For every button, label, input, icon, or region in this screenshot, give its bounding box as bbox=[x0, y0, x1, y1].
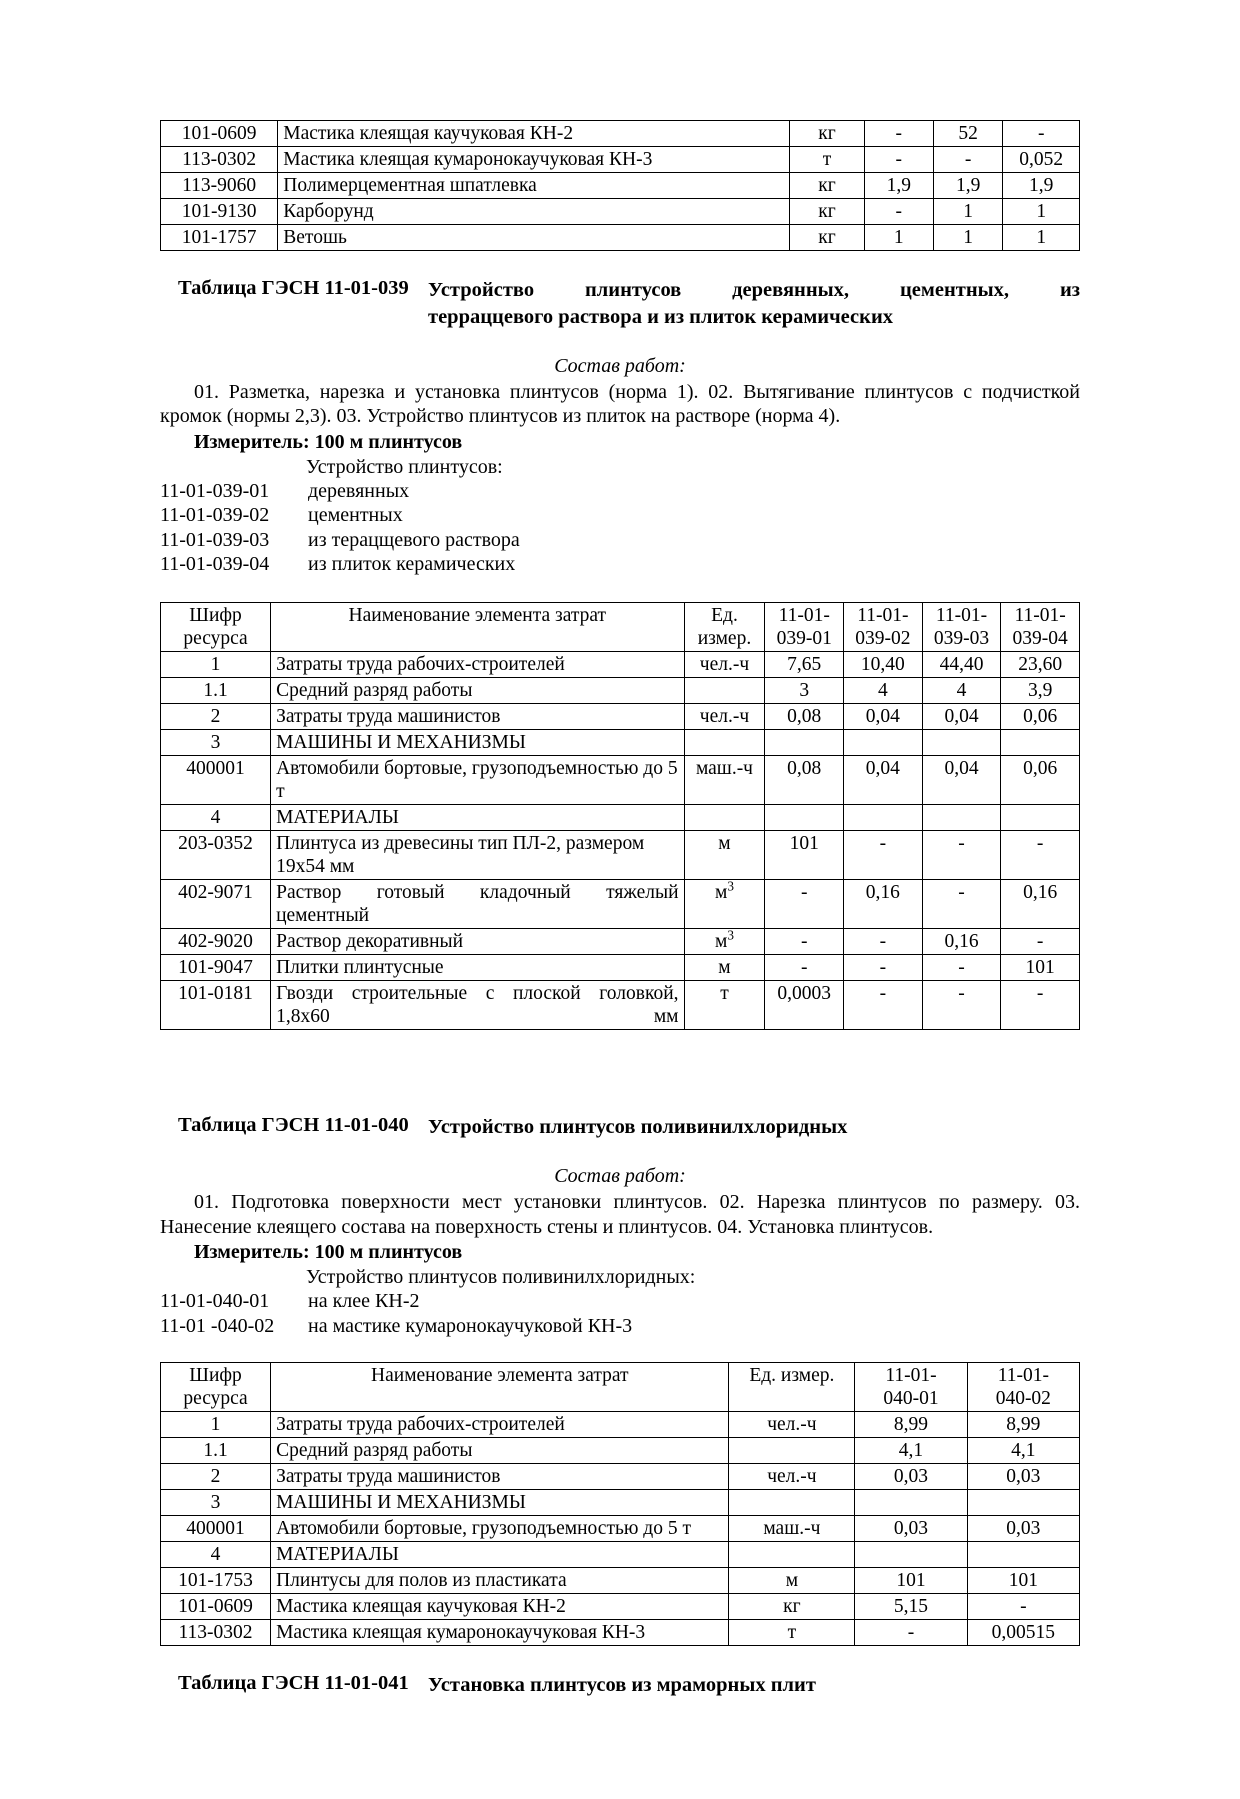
col-header-norm-1: 11-01- 039-01 bbox=[765, 603, 844, 652]
norm-code: 11-01-039-02 bbox=[160, 504, 270, 527]
resource-code: 1 bbox=[161, 1412, 271, 1438]
unit-exponent: 3 bbox=[727, 878, 734, 894]
resource-name: Ветошь bbox=[278, 225, 790, 251]
resource-value-2: 101 bbox=[967, 1568, 1079, 1594]
resource-code: 3 bbox=[161, 1490, 271, 1516]
section-039-title-text bbox=[428, 277, 1080, 331]
section-039-code-line bbox=[160, 503, 1080, 527]
norm-description: на клее КН-2 bbox=[308, 1290, 420, 1313]
resource-value-1 bbox=[855, 1490, 967, 1516]
table-row bbox=[161, 1594, 1080, 1620]
resource-value-1 bbox=[855, 1542, 967, 1568]
resource-value-1: 0,08 bbox=[765, 704, 844, 730]
resource-value-1: 5,15 bbox=[855, 1594, 967, 1620]
table-row bbox=[161, 756, 1080, 805]
resource-name: Полимерцементная шпатлевка bbox=[278, 173, 790, 199]
resource-value-4 bbox=[1001, 805, 1080, 831]
resource-unit: м bbox=[729, 1568, 855, 1594]
col-header-code: Шифр ресурса bbox=[161, 603, 271, 652]
resource-unit: кг bbox=[790, 121, 864, 147]
resource-value-2: 1,9 bbox=[933, 173, 1002, 199]
resource-value-1: 4,1 bbox=[855, 1438, 967, 1464]
section-039-title-label: Таблица ГЭСН 11-01-039 bbox=[178, 277, 409, 299]
resource-value-3 bbox=[922, 805, 1001, 831]
section-039-table-body bbox=[161, 652, 1080, 1030]
resource-value-2: 10,40 bbox=[844, 652, 923, 678]
resource-unit: кг bbox=[790, 199, 864, 225]
resource-value-2: - bbox=[967, 1594, 1079, 1620]
resource-value-1: 3 bbox=[765, 678, 844, 704]
resource-unit: маш.-ч bbox=[684, 756, 765, 805]
section-039-works-text: 01. Разметка, нарезка и установка плинтусов (норма 1). 02. Вытягивание плинтусов с подчисткой кромок (нормы 2,3). 03. Устройство плинтусов из плиток на растворе (норма 4). bbox=[160, 381, 1080, 428]
table-row bbox=[161, 199, 1080, 225]
resource-value-2 bbox=[967, 1542, 1079, 1568]
resource-value-4: 0,06 bbox=[1001, 756, 1080, 805]
resource-value-1: 7,65 bbox=[765, 652, 844, 678]
col-header-name: Наименование элемента затрат bbox=[271, 603, 684, 652]
table-row bbox=[161, 880, 1080, 929]
resource-value-1 bbox=[765, 805, 844, 831]
norm-code: 11-01-039-01 bbox=[160, 479, 270, 502]
resource-unit: чел.-ч bbox=[729, 1464, 855, 1490]
resource-value-2 bbox=[844, 805, 923, 831]
resource-unit: т bbox=[790, 147, 864, 173]
resource-name: Плинтуса из древесины тип ПЛ-2, размером 19х54 мм bbox=[271, 831, 684, 880]
resource-value-4: 23,60 bbox=[1001, 652, 1080, 678]
section-040-sub-caption: Устройство плинтусов поливинилхлоридных: bbox=[306, 1266, 696, 1289]
resource-value-1: - bbox=[765, 880, 844, 929]
resource-code: 101-9047 bbox=[161, 955, 271, 981]
resource-unit bbox=[729, 1438, 855, 1464]
resource-value-1: - bbox=[864, 147, 933, 173]
table-row-group-header bbox=[161, 1490, 1080, 1516]
resource-name: Мастика клеящая каучуковая КН-2 bbox=[271, 1594, 729, 1620]
resource-value-2: - bbox=[844, 981, 923, 1030]
resource-value-4: 0,16 bbox=[1001, 880, 1080, 929]
table-row bbox=[161, 929, 1080, 955]
resource-unit bbox=[729, 1542, 855, 1568]
resource-code: 1.1 bbox=[161, 1438, 271, 1464]
table-row bbox=[161, 1412, 1080, 1438]
resource-value-3: 1 bbox=[1003, 199, 1080, 225]
section-039-resource-table bbox=[160, 602, 1080, 1030]
resource-code: 101-1753 bbox=[161, 1568, 271, 1594]
resource-value-3: 0,16 bbox=[922, 929, 1001, 955]
resource-name: Затраты труда рабочих-строителей bbox=[271, 652, 684, 678]
resource-value-3 bbox=[922, 730, 1001, 756]
table-row bbox=[161, 652, 1080, 678]
resource-unit: кг bbox=[790, 225, 864, 251]
resource-unit: м bbox=[684, 955, 765, 981]
norm-code: 11-01-039-03 bbox=[160, 528, 270, 551]
section-039-code-line bbox=[160, 528, 1080, 552]
resource-code: 1 bbox=[161, 652, 271, 678]
resource-value-2 bbox=[844, 730, 923, 756]
table-row bbox=[161, 704, 1080, 730]
section-039-sub-caption: Устройство плинтусов: bbox=[306, 455, 503, 478]
resource-name: Автомобили бортовые, грузоподъемностью до 5 т bbox=[271, 1516, 729, 1542]
section-041-title-label: Таблица ГЭСН 11-01-041 bbox=[178, 1672, 409, 1695]
table-row bbox=[161, 1620, 1080, 1646]
section-040-resource-table bbox=[160, 1362, 1080, 1646]
resource-group-name: МАТЕРИАЛЫ bbox=[271, 1542, 729, 1568]
resource-code: 113-9060 bbox=[161, 173, 278, 199]
resource-value-2: 1 bbox=[933, 199, 1002, 225]
resource-name: Гвозди строительные с плоской головкой, 1,8х60 мм bbox=[271, 981, 684, 1030]
resource-name: Плитки плинтусные bbox=[271, 955, 684, 981]
resource-code: 400001 bbox=[161, 756, 271, 805]
col-header-unit: Ед. измер. bbox=[684, 603, 765, 652]
section-040-works-text: 01. Подготовка поверхности мест установки плинтусов. 02. Нарезка плинтусов по размеру. 03. Нанесение клеящего состава на поверхность стены и плинтусов. 04. Установка плинтусов. bbox=[160, 1191, 1080, 1238]
table-row bbox=[161, 981, 1080, 1030]
resource-value-1: 8,99 bbox=[855, 1412, 967, 1438]
section-039-code-line bbox=[160, 552, 1080, 576]
resource-code: 2 bbox=[161, 1464, 271, 1490]
resource-value-2: - bbox=[844, 831, 923, 880]
resource-value-2: 1 bbox=[933, 225, 1002, 251]
section-040-table-body bbox=[161, 1412, 1080, 1646]
table-row bbox=[161, 1516, 1080, 1542]
resource-value-2: 8,99 bbox=[967, 1412, 1079, 1438]
table-row bbox=[161, 173, 1080, 199]
resource-value-1: 1,9 bbox=[864, 173, 933, 199]
section-040-title-text: Устройство плинтусов поливинилхлоридных bbox=[428, 1116, 848, 1139]
resource-name: Плинтусы для полов из пластиката bbox=[271, 1568, 729, 1594]
table-row-group-header bbox=[161, 1542, 1080, 1568]
col-header-unit: Ед. измер. bbox=[729, 1363, 855, 1412]
resource-unit: $м^3$ bbox=[684, 929, 765, 955]
norm-description: из терацщевого раствора bbox=[308, 528, 520, 551]
resource-unit: кг bbox=[790, 173, 864, 199]
resource-value-1: 1 bbox=[864, 225, 933, 251]
resource-value-3: 0,04 bbox=[922, 704, 1001, 730]
section-039-table-wrap bbox=[160, 602, 1080, 1030]
col-header-name: Наименование элемента затрат bbox=[271, 1363, 729, 1412]
resource-value-3: 0,04 bbox=[922, 756, 1001, 805]
section-040-title-label: Таблица ГЭСН 11-01-040 bbox=[178, 1114, 409, 1137]
resource-code: 101-9130 bbox=[161, 199, 278, 225]
table-row bbox=[161, 678, 1080, 704]
resource-value-3: 1 bbox=[1003, 225, 1080, 251]
resource-value-2: 0,04 bbox=[844, 704, 923, 730]
resource-unit: м bbox=[684, 831, 765, 880]
table-header-row bbox=[161, 603, 1080, 652]
resource-value-1: - bbox=[864, 199, 933, 225]
resource-value-3: - bbox=[922, 981, 1001, 1030]
section-039-sostav-heading: Состав работ: bbox=[554, 355, 686, 378]
resource-value-2: 0,03 bbox=[967, 1516, 1079, 1542]
resource-value-4: - bbox=[1001, 831, 1080, 880]
unit-exponent: 3 bbox=[727, 927, 734, 943]
resource-value-2: 0,16 bbox=[844, 880, 923, 929]
resource-name: Затраты труда машинистов bbox=[271, 1464, 729, 1490]
resource-code: 113-0302 bbox=[161, 1620, 271, 1646]
resource-name: Затраты труда рабочих-строителей bbox=[271, 1412, 729, 1438]
resource-code: 101-0609 bbox=[161, 121, 278, 147]
continued-resource-table bbox=[160, 120, 1080, 251]
resource-unit: маш.-ч bbox=[729, 1516, 855, 1542]
resource-value-2: 4,1 bbox=[967, 1438, 1079, 1464]
resource-code: 2 bbox=[161, 704, 271, 730]
norm-code: 11-01-040-01 bbox=[160, 1290, 270, 1313]
resource-value-3: - bbox=[922, 955, 1001, 981]
resource-name: Мастика клеящая кумаронокаучуковая КН-3 bbox=[278, 147, 790, 173]
col-header-code: Шифр ресурса bbox=[161, 1363, 271, 1412]
resource-value-2: 0,00515 bbox=[967, 1620, 1079, 1646]
resource-code: 113-0302 bbox=[161, 147, 278, 173]
section-039-izmeritel: Измеритель: 100 м плинтусов bbox=[194, 430, 463, 453]
table-row bbox=[161, 1568, 1080, 1594]
resource-value-1: 101 bbox=[855, 1568, 967, 1594]
table-row bbox=[161, 121, 1080, 147]
table-row bbox=[161, 225, 1080, 251]
resource-value-3: - bbox=[922, 880, 1001, 929]
norm-description: деревянных bbox=[308, 479, 410, 502]
section-041-title-text: Установка плинтусов из мраморных плит bbox=[428, 1674, 816, 1697]
resource-code: 101-1757 bbox=[161, 225, 278, 251]
resource-name: Средний разряд работы bbox=[271, 678, 684, 704]
table-header-row bbox=[161, 1363, 1080, 1412]
resource-value-2: - bbox=[933, 147, 1002, 173]
resource-value-1 bbox=[765, 730, 844, 756]
norm-code: 11-01 -040-02 bbox=[160, 1314, 275, 1337]
section-040-code-line bbox=[160, 1289, 1080, 1313]
section-040-sostav-heading: Состав работ: bbox=[554, 1165, 686, 1188]
section-040-table-head bbox=[161, 1363, 1080, 1412]
resource-name: Карборунд bbox=[278, 199, 790, 225]
resource-value-3: 0,052 bbox=[1003, 147, 1080, 173]
table-row bbox=[161, 147, 1080, 173]
resource-code: 101-0609 bbox=[161, 1594, 271, 1620]
resource-value-1: 0,08 bbox=[765, 756, 844, 805]
resource-unit: кг bbox=[729, 1594, 855, 1620]
col-header-norm-3: 11-01- 039-03 bbox=[922, 603, 1001, 652]
section-039-code-line bbox=[160, 479, 1080, 503]
section-040-code-line bbox=[160, 1314, 1080, 1338]
resource-unit bbox=[684, 805, 765, 831]
resource-value-3: - bbox=[1003, 121, 1080, 147]
resource-name: Раствор декоративный bbox=[271, 929, 684, 955]
table-row-group-header bbox=[161, 805, 1080, 831]
resource-code: 203-0352 bbox=[161, 831, 271, 880]
section-041-title bbox=[160, 1672, 1080, 1699]
resource-code: 1.1 bbox=[161, 678, 271, 704]
table-row bbox=[161, 1464, 1080, 1490]
spacer bbox=[160, 1030, 1080, 1088]
resource-value-1: 0,0003 bbox=[765, 981, 844, 1030]
col-header-norm-2: 11-01- 039-02 bbox=[844, 603, 923, 652]
section-040-table-wrap bbox=[160, 1362, 1080, 1646]
resource-value-2 bbox=[967, 1490, 1079, 1516]
resource-value-1: 0,03 bbox=[855, 1464, 967, 1490]
resource-value-1: - bbox=[765, 929, 844, 955]
resource-unit bbox=[684, 730, 765, 756]
table-row bbox=[161, 831, 1080, 880]
section-039-table-head bbox=[161, 603, 1080, 652]
resource-value-4: - bbox=[1001, 981, 1080, 1030]
resource-value-2: - bbox=[844, 929, 923, 955]
resource-value-4: 101 bbox=[1001, 955, 1080, 981]
resource-value-3: 44,40 bbox=[922, 652, 1001, 678]
resource-code: 3 bbox=[161, 730, 271, 756]
resource-name: Мастика клеящая каучуковая КН-2 bbox=[278, 121, 790, 147]
resource-name: Затраты труда машинистов bbox=[271, 704, 684, 730]
norm-description: на мастике кумаронокаучуковой КН-3 bbox=[308, 1314, 633, 1337]
section-039-title bbox=[160, 277, 1080, 331]
resource-code: 400001 bbox=[161, 1516, 271, 1542]
resource-group-name: МАШИНЫ И МЕХАНИЗМЫ bbox=[271, 1490, 729, 1516]
resource-group-name: МАТЕРИАЛЫ bbox=[271, 805, 684, 831]
resource-value-1: - bbox=[765, 955, 844, 981]
section-039-title-line1: Устройство плинтусов деревянных, цементных, из bbox=[428, 279, 1080, 301]
col-header-norm-4: 11-01- 039-04 bbox=[1001, 603, 1080, 652]
resource-unit: чел.-ч bbox=[729, 1412, 855, 1438]
resource-name: Средний разряд работы bbox=[271, 1438, 729, 1464]
resource-unit: чел.-ч bbox=[684, 652, 765, 678]
resource-value-1: - bbox=[855, 1620, 967, 1646]
continued-resource-table-body bbox=[161, 121, 1080, 251]
resource-code: 402-9020 bbox=[161, 929, 271, 955]
resource-value-3: 1,9 bbox=[1003, 173, 1080, 199]
resource-value-3: 4 bbox=[922, 678, 1001, 704]
resource-value-1: 101 bbox=[765, 831, 844, 880]
norm-description: из плиток керамических bbox=[308, 553, 516, 576]
resource-value-2: 4 bbox=[844, 678, 923, 704]
section-040-izmeritel: Измеритель: 100 м плинтусов bbox=[194, 1241, 463, 1264]
norm-description: цементных bbox=[308, 504, 403, 527]
col-header-norm-2: 11-01- 040-02 bbox=[967, 1363, 1079, 1412]
resource-value-2: 52 bbox=[933, 121, 1002, 147]
resource-group-name: МАШИНЫ И МЕХАНИЗМЫ bbox=[271, 730, 684, 756]
resource-value-2: 0,04 bbox=[844, 756, 923, 805]
norm-code: 11-01-039-04 bbox=[160, 553, 270, 576]
resource-name: Автомобили бортовые, грузоподъемностью до 5 т bbox=[271, 756, 684, 805]
resource-value-4 bbox=[1001, 730, 1080, 756]
resource-code: 4 bbox=[161, 805, 271, 831]
resource-code: 4 bbox=[161, 1542, 271, 1568]
resource-unit: т bbox=[729, 1620, 855, 1646]
resource-value-4: 0,06 bbox=[1001, 704, 1080, 730]
table-row bbox=[161, 1438, 1080, 1464]
resource-value-2: 0,03 bbox=[967, 1464, 1079, 1490]
resource-code: 402-9071 bbox=[161, 880, 271, 929]
resource-name: Раствор готовый кладочный тяжелый цементный bbox=[271, 880, 684, 929]
resource-value-2: - bbox=[844, 955, 923, 981]
table-row bbox=[161, 955, 1080, 981]
resource-unit: т bbox=[684, 981, 765, 1030]
section-039-title-line2: терраццевого раствора и из плиток керамических bbox=[428, 306, 894, 329]
resource-value-3: - bbox=[922, 831, 1001, 880]
resource-value-1: 0,03 bbox=[855, 1516, 967, 1542]
resource-unit bbox=[729, 1490, 855, 1516]
resource-unit: $м^3$ bbox=[684, 880, 765, 929]
resource-code: 101-0181 bbox=[161, 981, 271, 1030]
resource-unit: чел.-ч bbox=[684, 704, 765, 730]
table-row-group-header bbox=[161, 730, 1080, 756]
resource-value-1: - bbox=[864, 121, 933, 147]
resource-value-4: 3,9 bbox=[1001, 678, 1080, 704]
resource-unit bbox=[684, 678, 765, 704]
col-header-norm-1: 11-01- 040-01 bbox=[855, 1363, 967, 1412]
section-040-title bbox=[160, 1114, 1080, 1141]
resource-name: Мастика клеящая кумаронокаучуковая КН-3 bbox=[271, 1620, 729, 1646]
resource-value-4: - bbox=[1001, 929, 1080, 955]
